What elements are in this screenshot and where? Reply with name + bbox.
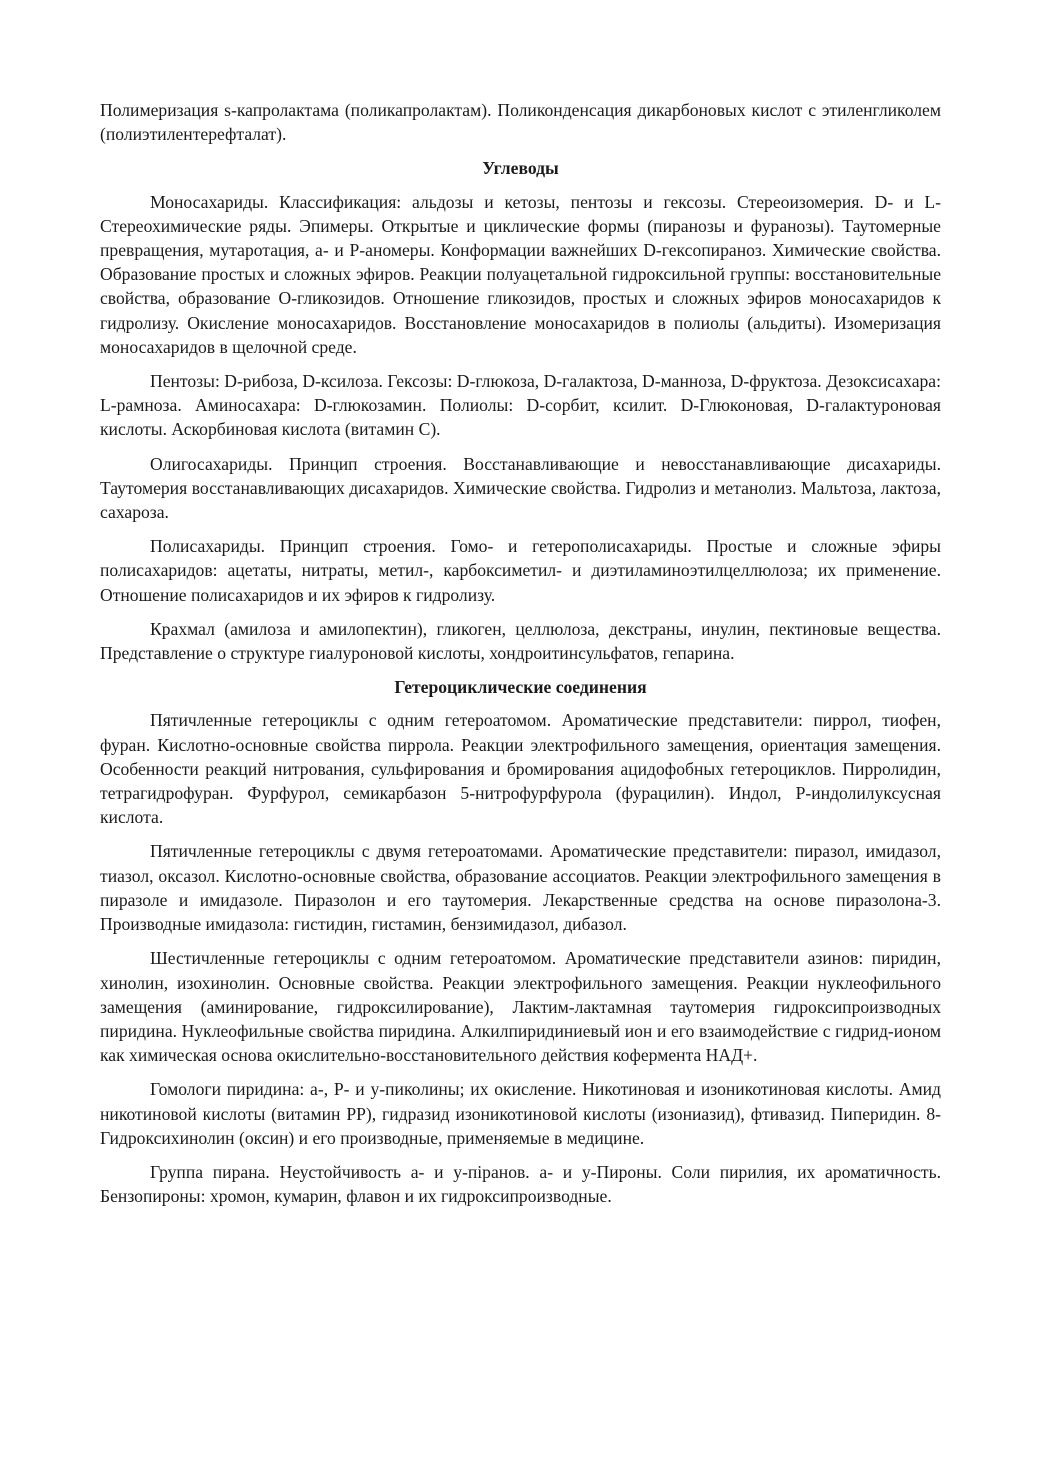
paragraph-five-membered-two-heteroatoms: Пятичленные гетероциклы с двумя гетероатомами. Ароматические представители: пиразол, имидазол, тиазол, оксазол. Кислотно-основные свойства, образование ассоциатов. Реакции электрофильного замещения в пиразоле и имидазоле. Пиразолон и его таутомерия. Лекарственные средства на основе пиразолона-3. Производные имидазола: гистидин, гистамин, бензимидазол, дибазол. (100, 841, 941, 935)
paragraph-oligosaccharides: Олигосахариды. Принцип строения. Восстанавливающие и невосстанавливающие дисахариды. Таутомерия восстанавливающих дисахаридов. Химические свойства. Гидролиз и метанолиз. Мальтоза, лактоза, сахароза. (100, 453, 941, 523)
paragraph-six-membered: Шестичленные гетероциклы с одним гетероатомом. Ароматические представители азинов: пиридин, хинолин, изохинолин. Основные свойства. Реакции электрофильного замещения. Реакции нуклеофильного замещения (аминирование, гидроксилирование), Лактим-лактамная таутомерия гидроксипроизводных пиридина. Нуклеофильные свойства пиридина. Алкилпиридиниевый ион и его взаимодействие с гидрид-ионом как химическая основа окислительно-восстановительного действия кофермента НАД+. (100, 948, 941, 1066)
paragraph-monosaccharides: Моносахариды. Классификация: альдозы и кетозы, пентозы и гексозы. Стереоизомерия. D- и L-Стереохимические ряды. Эпимеры. Открытые и циклические формы (пиранозы и фуранозы). Таутомерные превращения, мутаротация, а- и Р-аномеры. Конформации важнейших D-гексопираноз. Химические свойства. Образование простых и сложных эфиров. Реакции полуацетальной гидроксильной группы: восстановительные свойства, образование О-гликозидов. Отношение гликозидов, простых и сложных эфиров моносахаридов к гидролизу. Окисление моносахаридов. Восстановление моносахаридов в полиолы (альдиты). Изомеризация моносахаридов в щелочной среде. (100, 191, 941, 357)
page-content (100, 98, 941, 1218)
paragraph-pyran-group: Группа пирана. Неустойчивость а- и у-піранов. а- и у-Пироны. Соли пирилия, их ароматичность. Бензопироны: хромон, кумарин, флавон и их гидроксипроизводные. (100, 1161, 941, 1207)
paragraph-pentoses-hexoses: Пентозы: D-рибоза, D-ксилоза. Гексозы: D-глюкоза, D-галактоза, D-манноза, D-фруктоза. Дезоксисахара: L-рамноза. Аминосахара: D-глюкозамин. Полиолы: D-сорбит, ксилит. D-Глюконовая, D-галактуроновая кислоты. Аскорбиновая кислота (витамин С). (100, 371, 941, 440)
paragraph-polysaccharides: Полисахариды. Принцип строения. Гомо- и гетерополисахариды. Простые и сложные эфиры полисахаридов: ацетаты, нитраты, метил-, карбоксиметил- и диэтиламиноэтилцеллюлоза; их применение. Отношение полисахаридов и их эфиров к гидролизу. (100, 536, 941, 605)
section-heading-carbohydrates: Углеводы (482, 158, 559, 179)
paragraph-starch: Крахмал (амилоза и амилопектин), гликоген, целлюлоза, декстраны, инулин, пектиновые вещества. Представление о структуре гиалуроновой кислоты, хондроитинсульфатов, гепарина. (100, 618, 941, 664)
paragraph-pyridine-homologs: Гомологи пиридина: а-, Р- и у-пиколины; их окисление. Никотиновая и изоникотиновая кислоты. Амид никотиновой кислоты (витамин РР), гидразид изоникотиновой кислоты (изониазид), фтивазид. Пиперидин. 8-Гидроксихинолин (оксин) и его производные, применяемые в медицине. (100, 1079, 941, 1148)
section-heading-heterocycles: Гетероциклические соединения (394, 677, 647, 698)
paragraph-five-membered-one-heteroatom: Пятичленные гетероциклы с одним гетероатомом. Ароматические представители: пиррол, тиофен, фуран. Кислотно-основные свойства пиррола. Реакции электрофильного замещения, ориентация замещения. Особенности реакций нитрования, сульфирования и бромирования ацидофобных гетероциклов. Пирролидин, тетрагидрофуран. Фурфурол, семикарбазон 5-нитрофурфурола (фурацилин). Индол, Р-индолилуксусная кислота. (100, 710, 941, 828)
intro-paragraph: Полимеризация s-капролактама (поликапролактам). Поликонденсация дикарбоновых кислот с этиленгликолем (полиэтилентерефталат). (100, 100, 941, 145)
